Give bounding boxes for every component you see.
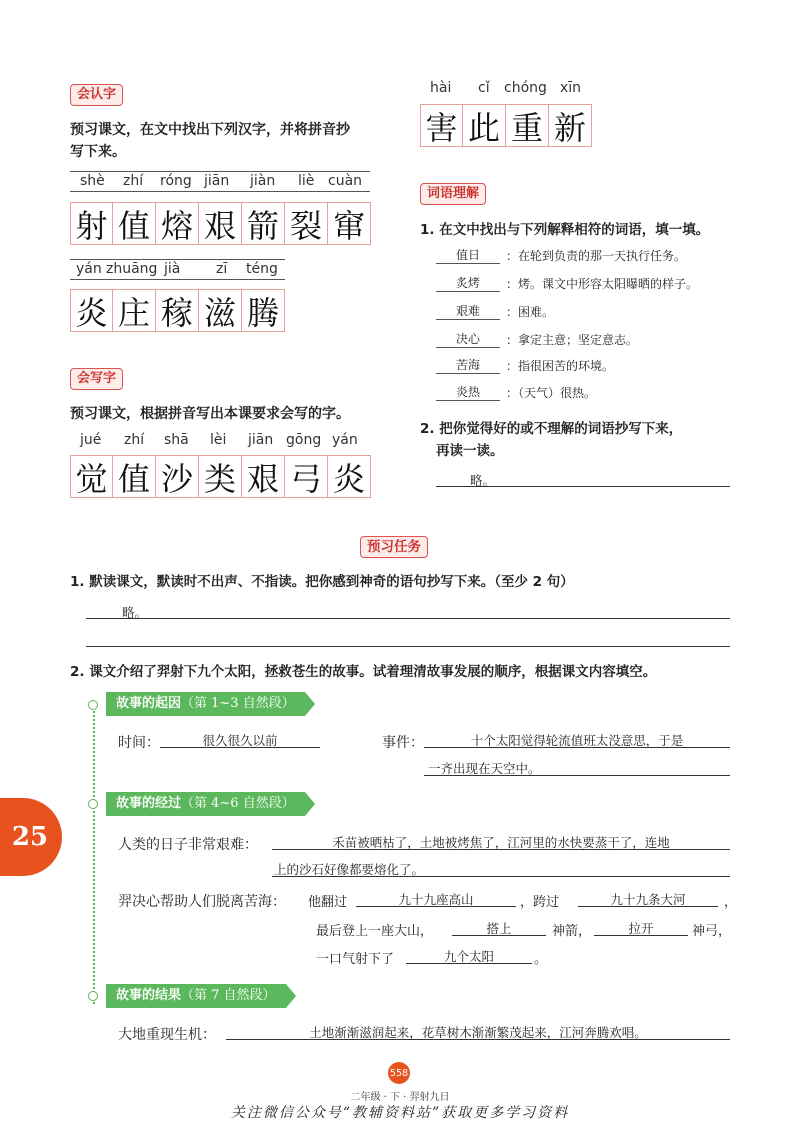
pinyin: téng (246, 261, 278, 277)
char-cell: 稼 (156, 289, 199, 332)
pinyin: zī (216, 261, 228, 277)
char-cell: 庄 (113, 289, 156, 332)
answer-text: 上的沙石好像都要熔化了。 (274, 862, 425, 877)
vocab-def: ：拿定主意；坚定意志。 (506, 333, 639, 347)
hard-label: 人类的日子非常艰难： (118, 837, 258, 853)
vocab-question-2a: 2. 把你觉得好的或不理解的词语抄写下来， (420, 421, 683, 437)
la-answer[interactable] (594, 918, 688, 936)
mountain-answer[interactable] (356, 889, 516, 907)
char-cell: 新 (549, 104, 592, 147)
char-cell: 值 (113, 202, 156, 245)
section-tag-recognize: 会认字 (70, 84, 123, 106)
story-text: 最后登上一座大山， (316, 924, 434, 939)
event-answer-2[interactable] (424, 758, 730, 776)
stage-title: 故事的起因 (116, 696, 182, 711)
result-answer[interactable] (226, 1022, 730, 1040)
char-cell: 炎 (70, 289, 113, 332)
char-cell: 艰 (199, 202, 242, 245)
pinyin: róng (160, 173, 192, 189)
story-text: ，跨过 (520, 895, 560, 910)
answer-text: 九十九条大河 (610, 892, 686, 907)
pinyin: cǐ (478, 80, 490, 96)
char-cell: 箭 (242, 202, 285, 245)
stage-title: 故事的经过 (116, 796, 182, 811)
pinyin: zhí (123, 173, 144, 189)
char-cell: 害 (420, 104, 463, 147)
vocab-def: ：在轮到负责的那一天执行任务。 (506, 249, 687, 263)
char-cell: 裂 (285, 202, 328, 245)
pinyin: cuàn (328, 173, 363, 189)
task-question-1: 1. 默读课文，默读时不出声、不指读。把你感到神奇的语句抄写下来。（至少 2 句） (70, 574, 574, 590)
pinyin: shè (80, 173, 105, 189)
event-answer[interactable] (424, 730, 730, 748)
vocab-word: 苦海 (436, 356, 500, 374)
help-label: 羿决心帮助人们脱离苦海： (118, 894, 286, 910)
pinyin: jiàn (250, 173, 276, 189)
answer-text: 九个太阳 (443, 949, 494, 964)
vocab-question-1: 1. 在文中找出与下列解释相符的词语，填一填。 (420, 222, 710, 238)
vocab-item (436, 302, 554, 320)
answer-text: 九十九座高山 (398, 892, 474, 907)
vocab-item (436, 330, 638, 348)
pinyin-rule (70, 259, 285, 260)
vocab-question-2b: 再读一读。 (436, 443, 504, 459)
story-text: 一口气射下了 (316, 952, 395, 967)
char-cell: 沙 (156, 455, 199, 498)
stage-sub: （第 1~3 自然段） (181, 696, 295, 711)
section-tag-write: 会写字 (70, 368, 123, 390)
answer-line[interactable] (86, 602, 730, 619)
unit-number-tab (0, 798, 62, 876)
stage-label-process (106, 792, 305, 816)
story-text: 神弓， (692, 924, 732, 939)
answer-text: 十个太阳觉得轮流值班太没意思，于是 (470, 733, 684, 748)
hard-answer[interactable] (272, 832, 730, 850)
promo-text: 关注微信公众号“教辅资料站”获取更多学习资料 (230, 1105, 570, 1121)
char-cell: 艰 (242, 455, 285, 498)
char-cell: 此 (463, 104, 506, 147)
time-label: 时间： (118, 735, 160, 751)
section-tag-vocab: 词语理解 (420, 183, 486, 205)
vocab-word: 决心 (436, 330, 500, 348)
answer-text: 很久很久以前 (202, 733, 278, 748)
river-answer[interactable] (578, 889, 718, 907)
char-cell: 射 (70, 202, 113, 245)
story-text: 。 (534, 952, 548, 967)
char-cell: 炎 (328, 455, 371, 498)
char-grid-write (70, 455, 371, 498)
answer-text: 搭上 (486, 921, 512, 936)
char-cell: 觉 (70, 455, 113, 498)
pinyin: gōng (286, 432, 322, 448)
hard-answer-2[interactable] (272, 859, 730, 877)
pinyin: hài (430, 80, 452, 96)
vocab-word: 值日 (436, 246, 500, 264)
task-tag: 预习任务 (360, 536, 428, 558)
instruction-line1: 预习课文，在文中找出下列汉字，并将拼音抄 (70, 122, 350, 138)
pinyin-row-1 (70, 173, 370, 193)
timeline-dot (88, 991, 98, 1001)
char-grid-row-2 (70, 289, 285, 332)
pinyin-rule (70, 191, 370, 192)
pinyin-rule (70, 171, 370, 172)
book-info: 二年级 · 下 · 羿射九日 (350, 1092, 450, 1103)
vocab-def: ：指很困苦的环境。 (506, 359, 615, 373)
answer-text: 拉开 (628, 921, 654, 936)
pinyin: jià (164, 261, 181, 277)
page-number-badge (388, 1062, 410, 1084)
vocab-def: ：困难。 (506, 305, 555, 319)
char-cell: 滋 (199, 289, 242, 332)
vocab-def: ：烤。课文中形容太阳曝晒的样子。 (506, 277, 699, 291)
time-answer[interactable] (160, 730, 320, 748)
pinyin: zhí (124, 432, 145, 448)
pinyin: jiān (204, 173, 230, 189)
stage-title: 故事的结果 (116, 988, 182, 1003)
unit-number: 25 (11, 822, 48, 852)
char-grid-row-3 (420, 104, 592, 147)
char-cell: 熔 (156, 202, 199, 245)
char-cell: 值 (113, 455, 156, 498)
char-cell: 弓 (285, 455, 328, 498)
stage-label-cause (106, 692, 305, 716)
pinyin: xīn (560, 80, 582, 96)
stage-label-result (106, 984, 286, 1008)
char-cell: 窜 (328, 202, 371, 245)
char-grid-row-1 (70, 202, 371, 245)
answer-line[interactable] (436, 470, 730, 487)
pinyin: jiān (248, 432, 274, 448)
pinyin: yán (332, 432, 358, 448)
instruction-line2: 写下来。 (70, 144, 126, 160)
result-label: 大地重现生机： (118, 1027, 216, 1043)
timeline-dot (88, 700, 98, 710)
timeline-line (93, 704, 95, 1004)
event-label: 事件： (382, 735, 424, 751)
page-number: 558 (389, 1067, 409, 1079)
pinyin: shā (164, 432, 189, 448)
pinyin-row-2 (70, 261, 285, 281)
vocab-word: 艰难 (436, 302, 500, 320)
timeline-dot (88, 799, 98, 809)
da-answer[interactable] (452, 918, 546, 936)
pinyin: liè (298, 173, 315, 189)
pinyin-row-write (70, 432, 380, 452)
pinyin: chóng (504, 80, 547, 96)
answer-text: 略。 (470, 473, 496, 488)
answer-text: 一齐出现在天空中。 (428, 761, 541, 776)
pinyin: lèi (210, 432, 227, 448)
story-text: ， (724, 895, 738, 910)
answer-text: 禾苗被晒枯了，土地被烤焦了，江河里的水快要蒸干了，连地 (332, 835, 670, 850)
char-cell: 类 (199, 455, 242, 498)
story-text: 他翻过 (308, 895, 348, 910)
pinyin-rule (70, 279, 285, 280)
answer-text: 土地渐渐滋润起来，花草树木渐渐繁茂起来，江河奔腾欢唱。 (309, 1025, 647, 1040)
vocab-item (436, 383, 596, 401)
char-cell: 重 (506, 104, 549, 147)
pinyin: jué (80, 432, 102, 448)
vocab-word: 炎热 (436, 383, 500, 401)
instruction-write: 预习课文，根据拼音写出本课要求会写的字。 (70, 406, 350, 422)
answer-line[interactable] (86, 630, 730, 647)
pinyin: zhuāng (106, 261, 158, 277)
stage-sub: （第 4~6 自然段） (181, 796, 295, 811)
story-text: 神箭， (552, 924, 592, 939)
pinyin: yán (76, 261, 102, 277)
pinyin-row-3 (420, 80, 600, 100)
vocab-item (436, 356, 614, 374)
vocab-item (436, 274, 698, 292)
vocab-word: 炙烤 (436, 274, 500, 292)
sun-answer[interactable] (406, 946, 532, 964)
char-cell: 腾 (242, 289, 285, 332)
vocab-def: ：（天气）很热。 (506, 386, 597, 400)
stage-sub: （第 7 自然段） (181, 988, 276, 1003)
answer-text: 略。 (122, 605, 148, 620)
vocab-item (436, 246, 686, 264)
task-question-2: 2. 课文介绍了羿射下九个太阳，拯救苍生的故事。试着理清故事发展的顺序，根据课文内容填空。 (70, 664, 657, 680)
